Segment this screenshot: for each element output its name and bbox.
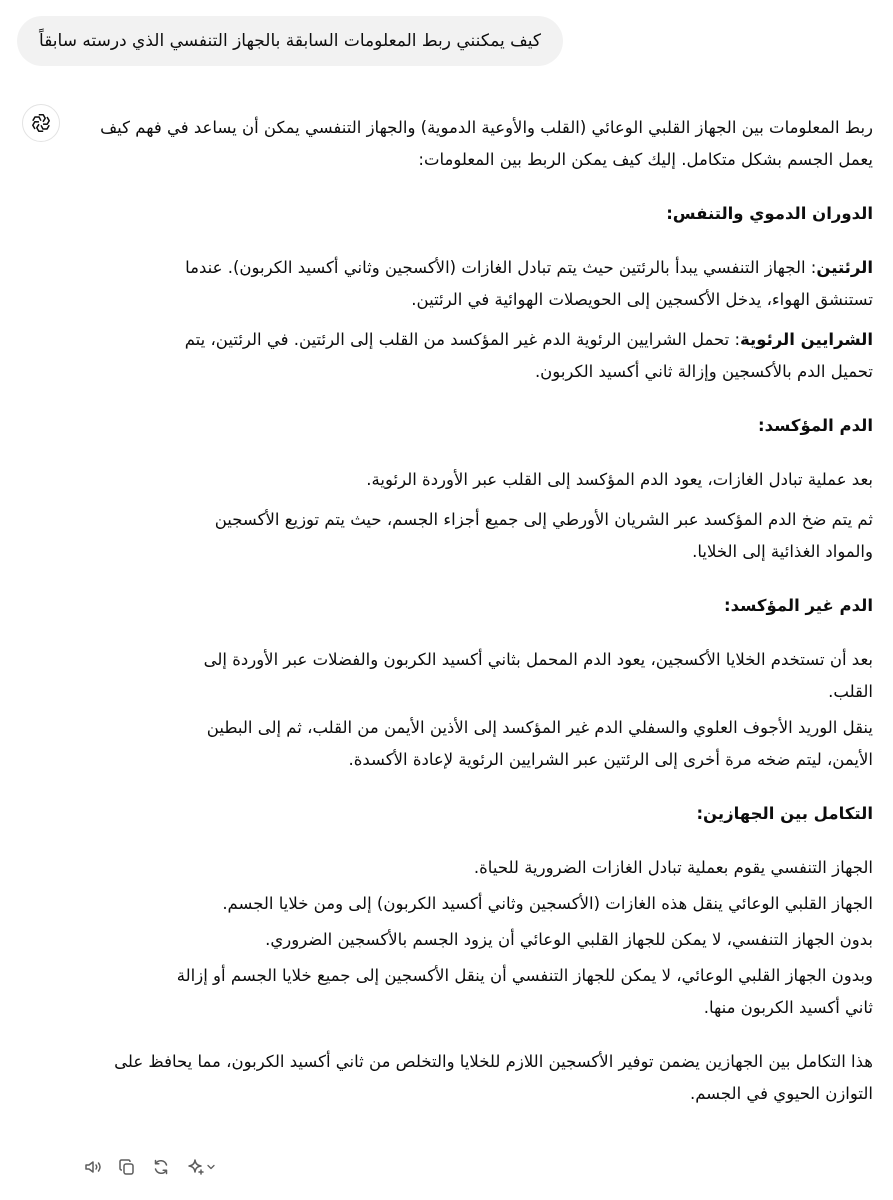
- arteries-line-2: تحميل الدم بالأكسجين وإزالة ثاني أكسيد الكربون.: [534, 362, 873, 381]
- read-aloud-button[interactable]: [80, 1154, 106, 1180]
- oxygenated-line-1: ثم يتم ضخ الدم المؤكسد عبر الشريان الأورطي إلى جميع أجزاء الجسم، حيث يتم توزيع الأكسجين: [214, 510, 873, 529]
- integration-4-line-1: وبدون الجهاز القلبي الوعائي، لا يمكن للجهاز التنفسي أن ينقل الأكسجين إلى جميع خلايا الجسم أو إزالة: [176, 966, 873, 985]
- deoxygenated-line-2: القلب.: [828, 682, 873, 701]
- section-heading-circulation: الدوران الدموي والتنفس:: [666, 204, 873, 223]
- paragraph-oxygenated-1: بعد عملية تبادل الغازات، يعود الدم المؤكسد إلى القلب عبر الأوردة الرئوية.: [366, 470, 873, 489]
- paragraph-deoxygenated-2: [78, 712, 873, 776]
- integration-4-line-2: ثاني أكسيد الكربون منها.: [703, 998, 873, 1017]
- speaker-icon: [83, 1157, 103, 1177]
- term-lungs: الرئتين: [816, 258, 873, 277]
- paragraph-lungs: [78, 252, 873, 316]
- user-message-bubble: [17, 16, 563, 66]
- paragraph-pulmonary-arteries: [78, 324, 873, 388]
- conclusion-line-1: هذا التكامل بين الجهازين يضمن توفير الأكسجين اللازم للخلايا والتخلص من ثاني أكسيد الكربون، مما يحافظ على: [114, 1052, 873, 1071]
- model-switch-button[interactable]: [182, 1154, 220, 1180]
- regenerate-icon: [151, 1157, 171, 1177]
- assistant-avatar: [22, 104, 60, 142]
- lungs-line-2: تستنشق الهواء، يدخل الأكسجين إلى الحويصلات الهوائية في الرئتين.: [411, 290, 873, 309]
- vena-cava-line-1: ينقل الوريد الأجوف العلوي والسفلي الدم غير المؤكسد إلى الأذين الأيمن من القلب، ثم إلى البطين: [206, 718, 873, 737]
- chevron-down-icon: [206, 1162, 216, 1172]
- paragraph-integration-1: الجهاز التنفسي يقوم بعملية تبادل الغازات الضرورية للحياة.: [473, 858, 873, 877]
- paragraph-integration-3: بدون الجهاز التنفسي، لا يمكن للجهاز القلبي الوعائي أن يزود الجسم بالأكسجين الضروري.: [265, 930, 873, 949]
- paragraph-integration-4: [78, 960, 873, 1024]
- intro-paragraph: [78, 112, 873, 176]
- assistant-response: [78, 112, 873, 1110]
- copy-icon: [117, 1157, 137, 1177]
- paragraph-integration-2: الجهاز القلبي الوعائي ينقل هذه الغازات (الأكسجين وثاني أكسيد الكربون) إلى ومن خلايا الجسم.: [222, 894, 873, 913]
- message-action-bar: [80, 1154, 220, 1180]
- paragraph-oxygenated-2: [78, 504, 873, 568]
- user-message-text: كيف يمكنني ربط المعلومات السابقة بالجهاز التنفسي الذي درسته سابقاً: [39, 31, 541, 51]
- term-pulmonary-arteries: الشرايين الرئوية: [740, 330, 873, 349]
- oxygenated-line-2: والمواد الغذائية إلى الخلايا.: [692, 542, 873, 561]
- paragraph-deoxygenated-1: [78, 644, 873, 708]
- sparkle-icon: [186, 1157, 206, 1177]
- arteries-line-1: : تحمل الشرايين الرئوية الدم غير المؤكسد من القلب إلى الرئتين. في الرئتين، يتم: [184, 330, 741, 349]
- conclusion-paragraph: [78, 1046, 873, 1110]
- intro-line-1: ربط المعلومات بين الجهاز القلبي الوعائي (القلب والأوعية الدموية) والجهاز التنفسي يمكن أن يساعد في فهم كيف: [100, 118, 873, 137]
- deoxygenated-line-1: بعد أن تستخدم الخلايا الأكسجين، يعود الدم المحمل بثاني أكسيد الكربون والفضلات عبر الأوردة إلى: [203, 650, 873, 669]
- copy-button[interactable]: [114, 1154, 140, 1180]
- lungs-line-1: : الجهاز التنفسي يبدأ بالرئتين حيث يتم تبادل الغازات (الأكسجين وثاني أكسيد الكربون). عندما: [185, 258, 817, 277]
- vena-cava-line-2: الأيمن، ليتم ضخه مرة أخرى إلى الرئتين عبر الشرايين الرئوية لإعادة الأكسدة.: [348, 750, 873, 769]
- section-heading-deoxygenated: الدم غير المؤكسد:: [723, 596, 873, 615]
- section-heading-oxygenated: الدم المؤكسد:: [758, 416, 873, 435]
- section-heading-integration: التكامل بين الجهازين:: [696, 804, 873, 823]
- openai-logo-icon: [29, 111, 53, 135]
- intro-line-2: يعمل الجسم بشكل متكامل. إليك كيف يمكن الربط بين المعلومات:: [418, 150, 873, 169]
- conclusion-line-2: التوازن الحيوي في الجسم.: [689, 1084, 873, 1103]
- regenerate-button[interactable]: [148, 1154, 174, 1180]
